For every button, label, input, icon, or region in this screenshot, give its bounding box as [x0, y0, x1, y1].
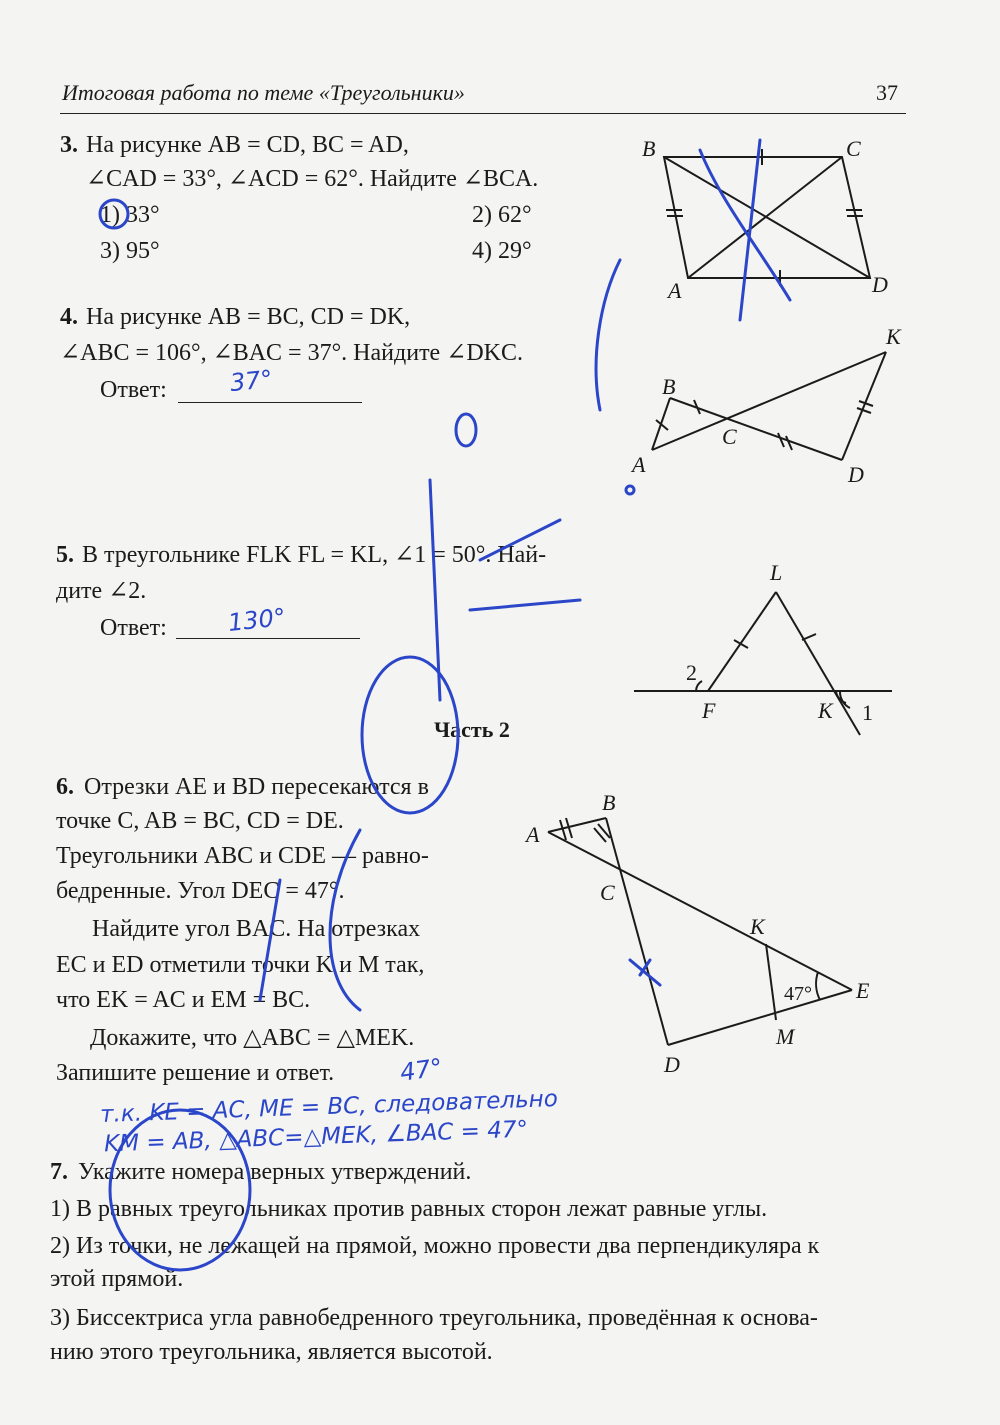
fig4-label-d: D: [848, 462, 864, 487]
pen-stroke-6: [470, 600, 580, 610]
fig4-label-b: B: [662, 374, 676, 399]
pen-dot: [626, 486, 634, 494]
fig5-label-angle2: 2: [686, 660, 697, 685]
task7-statement-2b: этой прямой.: [50, 1266, 184, 1292]
fig5-label-k: K: [818, 698, 833, 723]
pen-stroke-3: [596, 260, 620, 410]
task6-line2: точке C, AB = BC, CD = DE.: [56, 808, 344, 834]
pen-stroke-8: [260, 880, 280, 1000]
task6-line1: Отрезки AE и BD пересекаются в: [84, 774, 429, 800]
task7-intro: Укажите номера верных утверждений.: [78, 1159, 472, 1185]
task5-line1: В треугольнике FLK FL = KL, ∠1 = 50°. Най-: [82, 542, 547, 568]
task6-line9: Запишите решение и ответ.: [56, 1060, 335, 1086]
pen-stroke-5: [480, 520, 560, 560]
fig6-label-k: K: [750, 914, 765, 939]
pen-stroke-7: [330, 830, 360, 1010]
task3-line2: ∠CAD = 33°, ∠ACD = 62°. Найдите ∠BCA.: [86, 166, 539, 192]
page-number: 37: [876, 80, 898, 105]
task7-statement-2a: 2) Из точки, не лежащей на прямой, можно провести два перпендикуляра к: [50, 1233, 820, 1259]
fig5-label-angle1: 1: [862, 700, 873, 725]
task3-option-2: 2) 62°: [472, 202, 532, 228]
pen-letter-big-o: [362, 657, 458, 813]
task4-line2: ∠ABC = 106°, ∠BAC = 37°. Найдите ∠DKC.: [60, 340, 523, 366]
part2-title: Часть 2: [434, 717, 510, 742]
task7-statement-3a: 3) Биссектриса угла равнобедренного треугольника, проведённая к основа-: [50, 1305, 818, 1331]
fig6-angle-label: 47°: [784, 983, 812, 1005]
task3-line1: На рисунке AB = CD, BC = AD,: [86, 132, 409, 158]
task3-option-3: 3) 95°: [100, 238, 160, 264]
pen-scribbles: [100, 140, 790, 1270]
task6-number: 6.: [56, 774, 74, 800]
fig3-label-c: C: [846, 136, 861, 161]
task6-handwritten-solution-1: т.к. KE = AC, ME = BC, следовательно: [99, 1086, 559, 1128]
task7-number: 7.: [50, 1159, 68, 1185]
pen-letter-c: [110, 1110, 250, 1270]
task6-handwritten-solution-2: KM = AB, △ABC=△MEK, ∠BAC = 47°: [103, 1116, 529, 1158]
fig5-label-f: F: [702, 698, 716, 723]
task6-line8: Докажите, что △ABC = △MEK.: [90, 1025, 415, 1051]
task7-statement-1: 1) В равных треугольниках против равных сторон лежат равные углы.: [50, 1196, 768, 1222]
fig4-label-k: K: [886, 324, 901, 349]
task4-line1: На рисунке AB = BC, CD = DK,: [86, 304, 411, 330]
task3-number: 3.: [60, 132, 78, 158]
task5-handwritten-answer: 130°: [226, 603, 288, 637]
task5-figure: [634, 592, 892, 735]
task4-handwritten-answer: 37°: [228, 364, 274, 398]
task5-answer-label: Ответ:: [100, 615, 167, 641]
pen-circle-option1: [100, 200, 128, 228]
task3-option-1: 1) 33°: [100, 202, 160, 228]
task6-handwritten-answer: 47°: [398, 1053, 445, 1087]
task5-line2: дите ∠2.: [56, 578, 147, 604]
fig3-label-d: D: [872, 272, 888, 297]
task6-line4: бедренные. Угол DEC = 47°.: [56, 878, 345, 904]
task4-figure: [652, 352, 886, 460]
task6-line3: Треугольники ABC и CDE — равно-: [56, 843, 429, 869]
pen-letter-o: [456, 414, 476, 446]
fig6-label-d: D: [664, 1052, 680, 1077]
fig6-label-e: E: [856, 978, 870, 1003]
fig3-label-b: B: [642, 136, 656, 161]
fig6-label-a: A: [526, 822, 540, 847]
task6-line5: Найдите угол BAC. На отрезках: [92, 916, 421, 942]
task4-number: 4.: [60, 304, 78, 330]
fig6-label-c: C: [600, 880, 615, 905]
fig3-label-a: A: [668, 278, 682, 303]
fig4-label-a: A: [632, 452, 646, 477]
task6-figure: [548, 818, 852, 1045]
task5-number: 5.: [56, 542, 74, 568]
fig6-label-m: M: [776, 1024, 795, 1049]
task4-answer-label: Ответ:: [100, 377, 167, 403]
fig4-label-c: C: [722, 424, 737, 449]
task6-line7: что EK = AC и EM = BC.: [56, 987, 311, 1013]
fig5-label-l: L: [770, 560, 783, 585]
task7-statement-3b: нию этого треугольника, является высотой.: [50, 1339, 493, 1365]
task6-line6: EC и ED отметили точки K и M так,: [56, 952, 425, 978]
fig6-label-b: B: [602, 790, 616, 815]
task3-option-4: 4) 29°: [472, 238, 532, 264]
header-title: Итоговая работа по теме «Треугольники»: [62, 80, 465, 105]
